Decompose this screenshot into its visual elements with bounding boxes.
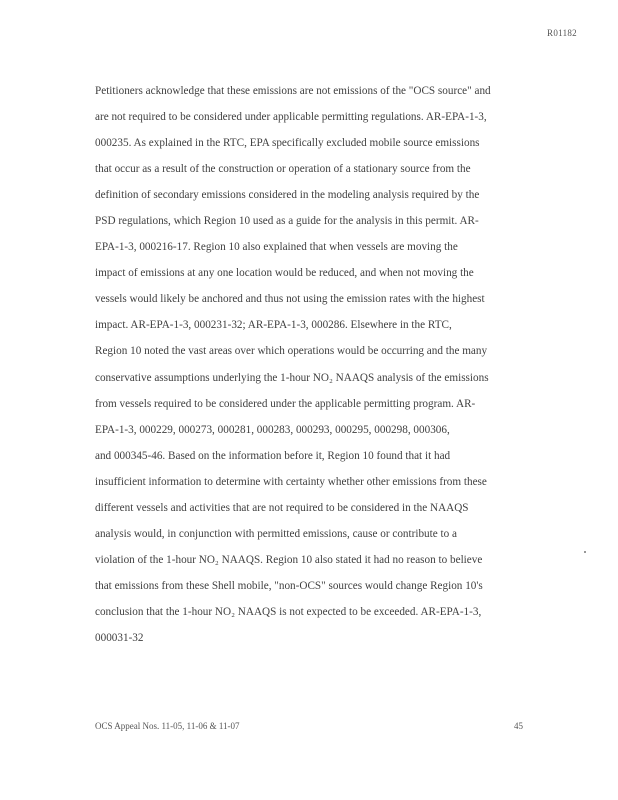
text-line: that occur as a result of the construction or operation of a stationary source from the xyxy=(95,163,471,176)
text-line: EPA-1-3, 000229, 000273, 000281, 000283, 000293, 000295, 000298, 000306, xyxy=(95,423,450,436)
text-line: insufficient information to determine with certainty whether other emissions from these xyxy=(95,475,487,488)
text-line: vessels would likely be anchored and thus not using the emission rates with the highest xyxy=(95,293,485,306)
body-paragraph xyxy=(95,78,523,651)
text-line: impact. AR-EPA-1-3, 000231-32; AR-EPA-1-3, 000286. Elsewhere in the RTC, xyxy=(95,319,452,332)
text-line: impact of emissions at any one location would be reduced, and when not moving the xyxy=(95,267,474,280)
text-line: 000031-32 xyxy=(95,631,144,644)
text-line: PSD regulations, which Region 10 used as a guide for the analysis in this permit. AR- xyxy=(95,215,479,228)
page-number: 45 xyxy=(514,721,523,731)
text-line: are not required to be considered under applicable permitting regulations. AR-EPA-1-3, xyxy=(95,111,487,124)
text-line: that emissions from these Shell mobile, "non-OCS" sources would change Region 10's xyxy=(95,579,483,592)
text-line: and 000345-46. Based on the information before it, Region 10 found that it had xyxy=(95,449,451,462)
text-line: violation of the 1-hour NO₂ NAAQS. Region 10 also stated it had no reason to believe xyxy=(95,553,483,566)
document-id: R01182 xyxy=(547,28,577,38)
scan-speck xyxy=(584,551,586,553)
text-line: from vessels required to be considered under the applicable permitting program. AR- xyxy=(95,397,476,410)
page-footer xyxy=(95,721,523,735)
text-line: definition of secondary emissions considered in the modeling analysis required by the xyxy=(95,189,480,202)
text-line: EPA-1-3, 000216-17. Region 10 also explained that when vessels are moving the xyxy=(95,241,458,254)
text-line: analysis would, in conjunction with permitted emissions, cause or contribute to a xyxy=(95,527,457,540)
text-line: different vessels and activities that are not required to be considered in the NAAQS xyxy=(95,501,469,514)
text-line: Petitioners acknowledge that these emissions are not emissions of the "OCS source" and xyxy=(95,85,491,97)
text-line: conservative assumptions underlying the 1-hour NO₂ NAAQS analysis of the emissions xyxy=(95,371,489,384)
text-line: conclusion that the 1-hour NO₂ NAAQS is not expected to be exceeded. AR-EPA-1-3, xyxy=(95,605,482,618)
text-line: Region 10 noted the vast areas over which operations would be occurring and the many xyxy=(95,345,488,358)
footer-caption: OCS Appeal Nos. 11-05, 11-06 & 11-07 xyxy=(95,721,240,731)
text-line: 000235. As explained in the RTC, EPA specifically excluded mobile source emissions xyxy=(95,137,480,150)
